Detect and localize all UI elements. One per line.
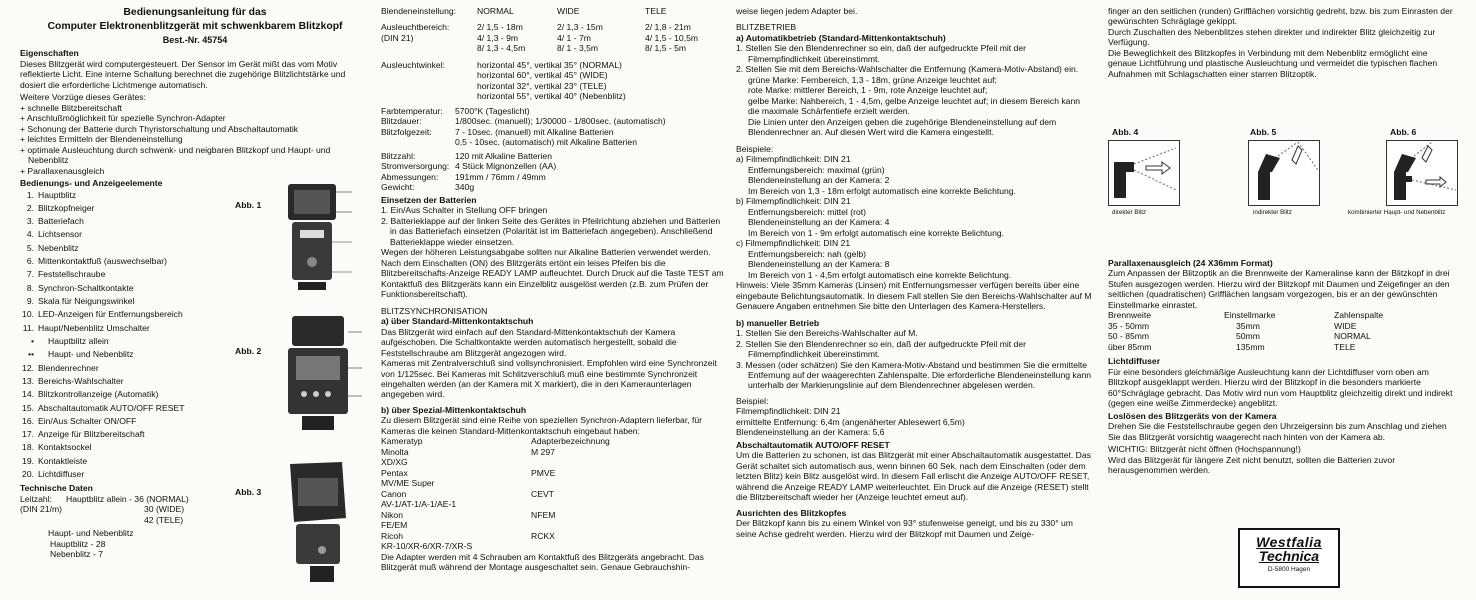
column-4	[1108, 6, 1458, 79]
intro-text: Die Beweglichkeit des Blitzkopfes in Verbindung mit dem Nebenblitz ermöglicht eine genaue Lichtführung und plastische Ausleuchtung und vermeidet die typischen flachen Aufnahmen mit Schlagschatten einer starren Blitzoptik.	[1108, 47, 1438, 79]
list-item: 10. LED-Anzeigen für Entfernungsbereich	[22, 309, 183, 320]
table-row: Nikon NFEM	[381, 509, 556, 520]
table-row: 35 - 50mm 35mm WIDE	[1108, 320, 1357, 331]
list-item: •• Haupt- und Nebenblitz	[27, 349, 134, 360]
batt-text: Wegen der höheren Leistungsabgabe sollten nur Alkaline Batterien verwendet werden.	[381, 247, 711, 258]
vorzuege-list	[20, 103, 370, 176]
diffuser-heading: Lichtdiffuser	[1108, 356, 1161, 367]
table-row: Minolta M 297	[381, 446, 555, 457]
sync-a-text: Das Blitzgerät wird einfach auf den Standard-Mittenkontaktschuh der Kamera aufgeschoben. Die Schaltkontakte werden automatisch hergestellt, sobald die Feststellschraube am Blitzgerät angezogen wird.	[381, 326, 677, 358]
abschalt-heading: Abschaltautomatik AUTO/OFF RESET	[736, 439, 890, 450]
batt-step: 1. Ein/Aus Schalter in Stellung OFF bringen	[381, 205, 548, 216]
hauptblitz-allein-value: Hauptblitz allein - 36 (NORMAL)	[66, 493, 189, 504]
abb5-label: Abb. 5	[1250, 127, 1277, 137]
logo-line1: Westfalia	[1256, 534, 1322, 550]
list-item: 1. Hauptblitz	[26, 189, 77, 200]
wichtig-detail: Wird das Blitzgerät für längere Zeit nicht benutzt, sollten die Batterien zuvor herausgenommen werden.	[1108, 454, 1396, 476]
list-item: 13. Bereichs-Wahlschalter	[22, 375, 124, 386]
beispiel-line: ermittelte Entfernung: 6,4m (angenäherter Ablesewert 6,5m)	[736, 416, 965, 427]
sync-b-heading: b) über Spezial-Mittenkontaktschuh	[381, 404, 527, 415]
vorzug-item: + optimale Ausleuchtung durch schwenk- und neigbaren Blitzkopf und Haupt- und Nebenblitz	[20, 144, 331, 166]
sync-heading: BLITZSYNCHRONISATION	[381, 305, 488, 316]
ausleucht-din: (DIN 21)	[381, 32, 414, 43]
beispiel-line: Blendeneinstellung an der Kamera: 5,6	[736, 427, 885, 438]
table-row: XD/XG	[381, 457, 408, 468]
vorzug-item: + Anschlußmöglichkeit für spezielle Synchron-Adapter	[20, 113, 226, 124]
direct-flash-diagram	[1108, 140, 1180, 206]
list-item: 15. Abschaltautomatik AUTO/OFF RESET	[22, 402, 185, 413]
hauptblitz-value: Hauptblitz - 28	[50, 538, 106, 549]
wichtig-text: WICHTIG: Blitzgerät nicht öffnen (Hochspannung!)	[1108, 444, 1301, 455]
abschalt-text: Um die Batterien zu schonen, ist das Blitzgerät mit einer Abschaltautomatik ausgestattet. Das Gerät schaltet sich automatisch aus, wenn binnen 60 Sek. nach dem Einschalten (oder dem letzten Blitz) kein Blitz ausgelöst wird. In diesem Fall erlischt die Anzeige AUTO/OFF RESET, während die Anzeige READY LAMP weiterleuchtet. Ein Druck auf die Anzeige (RESET) stellt die Blitzbereitschaft wieder her (Anzeige leuchtet erneut auf).	[736, 450, 1091, 503]
table-row: Canon CEVT	[381, 488, 554, 499]
winkel-label: Ausleuchtwinkel:	[381, 59, 446, 70]
spec-row: 0,5 - 10sec. (automatisch) mit Alkaline Batterien	[455, 137, 637, 148]
list-item: 6. Mittenkontaktfuß (auswechselbar)	[26, 256, 167, 267]
manuell-step: 1. Stellen Sie den Bereichs-Wahlschalter auf M.	[736, 328, 918, 339]
range-tele: 4/ 1,5 - 10,5m	[645, 32, 699, 43]
list-item: 4. Lichtsensor	[26, 229, 82, 240]
logo-address: D-5800 Hagen	[1267, 566, 1311, 573]
eigenschaften-heading: Eigenschaften	[20, 48, 79, 59]
spec-row: Farbtemperatur: 5700°K (Tageslicht)	[381, 105, 530, 116]
betrieb-line: rote Marke: mittlerer Bereich, 1 - 9m, rote Anzeige leuchtet auf;	[748, 85, 988, 96]
indirect-flash-diagram	[1248, 140, 1320, 206]
column-4-lower	[1108, 256, 1458, 476]
tech-heading: Technische Daten	[20, 483, 93, 494]
batt-step: 2. Batterieklappe auf der linken Seite des Gerätes in Pfeilrichtung abziehen und Batterien in das Batteriefach einsetzen (Polarität ist im Batteriefach angegeben). Anschließend Batterieklappe wieder einsetzen.	[381, 215, 721, 247]
table-row: MV/ME Super	[381, 478, 435, 489]
tele-head: TELE	[645, 6, 667, 16]
abb1-label: Abb. 1	[235, 200, 262, 210]
caption-kombinierter-blitz: kombinierter Haupt- und Nebenblitz	[1348, 209, 1446, 216]
betrieb-line: gelbe Marke: Nahbereich, 1 - 4,5m, gelbe Anzeige leuchtet auf; in diesem Bereich kann die maximale Schärfentiefe erzielt werden.	[748, 95, 1081, 117]
doc-title-line2: Computer Elektronenblitzgerät mit schwenkbarem Blitzkopf	[47, 21, 343, 33]
winkel-value: horizontal 32°, vertikal 23° (TELE)	[477, 80, 607, 91]
table-row: FE/EM	[381, 520, 408, 531]
nebenblitz-value: Nebenblitz - 7	[50, 549, 104, 560]
betrieb-a-heading: a) Automatikbetrieb (Standard-Mittenkontaktschuh)	[736, 32, 946, 43]
table-row: Brennweite Einstellmarke Zahlenspalte	[1108, 310, 1384, 321]
beispiel-heading: Beispiel:	[736, 395, 769, 406]
spec-row: Blitzfolgezeit: 7 - 10sec. (manuell) mit Alkaline Batterien	[381, 126, 614, 137]
spec-row: Stromversorgung: 4 Stück Mignonzellen (AA)	[381, 161, 557, 172]
elements-list	[20, 189, 230, 482]
list-item: 2. Blitzkopfneiger	[26, 202, 95, 213]
westfalia-technica-logo	[1238, 528, 1340, 588]
din-label: (DIN 21/m)	[20, 504, 63, 515]
range-tele: 2/ 1,8 - 21m	[645, 22, 691, 33]
parallax-text: Zum Anpassen der Blitzoptik an die Brennweite der Kameralinse kann der Blitzkopf in drei Stufen ausgezogen werden. Hierzu wird der Blitzkopf mit Daumen und Zeigefinger an den seitlichen (quadratischen) Grifflächen langsam vorgezogen, bis er an der gewünschten Einstellmarke einrastet.	[1108, 268, 1450, 310]
elements-heading: Bedienungs- und Anzeigeelemente	[20, 178, 163, 189]
list-item: 18. Kontaktsockel	[22, 442, 92, 453]
list-item: 12. Blendenrechner	[22, 362, 99, 373]
table-row: AV-1/AT-1/A-1/AE-1	[381, 499, 457, 510]
wide-value: 30 (WIDE)	[144, 504, 185, 515]
hinweis-text: Hinweis: Viele 35mm Kameras (Linsen) mit Entfernungsmesser verfügen bereits über eine eingebaute Belichtungsautomatik. In diesem Fall stellen Sie den Bereichs-Wahlschalter auf M Genauere Angaben entnehmen Sie bitte den Unterlagen des Kamera-Herstellers.	[736, 280, 1092, 312]
abb3-label: Abb. 3	[235, 487, 262, 497]
list-item: 16. Ein/Aus Schalter ON/OFF	[22, 415, 137, 426]
list-item: 17. Anzeige für Blitzbereitschaft	[22, 429, 145, 440]
spec-row: Blitzzahl: 120 mit Alkaline Batterien	[381, 150, 552, 161]
flash-side-image	[280, 458, 360, 588]
winkel-value: horizontal 60°, vertikal 45° (WIDE)	[477, 70, 608, 81]
sync-b-text: Zu diesem Blitzgerät sind eine Reihe von speziellen Synchron-Adaptern lieferbar, für Kameras die keinen Standard-Mittenkontaktschuh eingebaut haben:	[381, 415, 703, 436]
combined-flash-diagram	[1386, 140, 1458, 206]
list-item: 11. Haupt/Nebenblitz Umschalter	[22, 322, 150, 333]
beispiel-line: Filmempfindlichkeit: DIN 21	[736, 406, 841, 417]
tele-value: 42 (TELE)	[144, 514, 184, 525]
intro-text: Durch Zuschalten des Nebenblitzes stehen direkter und indirekter Blitz gleichzeitig zur Verfügung.	[1108, 26, 1436, 48]
table-row: Ricoh RCKX	[381, 530, 555, 541]
cont-text: weise liegen jedem Adapter bei.	[736, 6, 858, 16]
sync-a-heading: a) über Standard-Mittenkontaktschuh	[381, 316, 534, 327]
adapter-text: Die Adapter werden mit 4 Schrauben am Kontaktfuß des Blitzgeräts angebracht. Das Blitzgerät muß während der Montage ausgeschaltet sein. Genaue Gebrauchshin-	[381, 551, 704, 573]
batt-text: Nach dem Einschalten (ON) des Blitzgeräts ertönt ein leises Pfeifen bis die Blitzbereitschafts-Anzeige READY LAMP aufleuchtet. Durch Druck auf die Taste TEST am Kontaktfuß des Blitzgeräts kann ein Einzelblitz ausgelöst werden (z.B. zum Prüfen der Funktionsbereitschaft).	[381, 257, 724, 300]
normal-head: NORMAL	[477, 6, 514, 16]
range-normal: 2/ 1,5 - 18m	[477, 22, 523, 33]
ausrichten-text: Der Blitzkopf kann bis zu einem Winkel von 93° stufenweise geneigt, und bis zu 330° um seine Achse gedreht werden. Hierzu wird der Blitzkopf mit Daumen und Zeige-	[736, 518, 1073, 539]
range-tele: 8/ 1,5 - 5m	[645, 43, 687, 54]
brennweite-table	[1108, 310, 1383, 352]
flash-back-image	[280, 312, 366, 436]
abb2-label: Abb. 2	[235, 346, 262, 356]
specs-list	[381, 106, 726, 193]
vorzug-item: + Parallaxenausgleich	[20, 165, 105, 176]
table-row: Pentax PMVE	[381, 467, 556, 478]
table-row: KR-10/XR-6/XR-7/XR-S	[381, 541, 473, 552]
list-item: 9. Skala für Neigungswinkel	[26, 296, 135, 307]
logo-line2: Technica	[1258, 548, 1320, 564]
caption-indirekter-blitz: indirekter Blitz	[1253, 209, 1292, 216]
betrieb-step: 1. Stellen Sie den Blendenrechner so ein, daß der aufgedruckte Pfeil mit der Filmempfindlichkeit übereinstimmt.	[736, 43, 1026, 64]
winkel-row	[381, 60, 726, 102]
list-item: 3. Batteriefach	[26, 216, 84, 227]
column-3	[736, 6, 1093, 539]
winkel-value: horizontal 45°, vertikal 35° (NORMAL)	[477, 59, 622, 70]
intro-text: finger an den seitlichen (runden) Grifflächen vorsichtig gedreht, bzw. bis zum Einrasten der gewünschten Schräglage gekippt.	[1108, 6, 1453, 27]
caption-direkter-blitz: direkter Blitz	[1112, 209, 1147, 216]
list-item: 7. Feststellschraube	[26, 269, 106, 280]
batt-heading: Einsetzen der Batterien	[381, 194, 477, 205]
beispiel-block: c) Filmempfindlichkeit: DIN 21 Entfernungsbereich: nah (gelb) Blendeneinstellung an der Kamera: 8 Im Bereich von 1 - 4,5m erfolgt automatisch eine korrekte Belichtung.	[736, 238, 1012, 280]
betrieb-line: Die Linien unter den Anzeigen geben die zugehörige Blendeneinstellung auf dem Blendenrechner an. Auf diesen Wert wird die Kamera eingestellt.	[748, 116, 1057, 138]
vorzug-item: + leichtes Ermitteln der Blendeneinstellung	[20, 134, 183, 145]
flash-front-image	[280, 182, 360, 294]
table-row: 50 - 85mm 50mm NORMAL	[1108, 331, 1371, 342]
betrieb-line: grüne Marke: Fernbereich, 1,3 - 18m, grüne Anzeige leuchtet auf;	[748, 74, 997, 85]
leitzahl-label: Leitzahl:	[20, 493, 53, 504]
spec-row: Blitzdauer: 1/800sec. (manuell); 1/30000 - 1/800sec. (automatisch)	[381, 116, 666, 127]
list-item: 20. Lichtdiffuser	[22, 469, 85, 480]
manuell-step: 3. Messen (oder schätzen) Sie den Kamera-Motiv-Abstand und bestimmen Sie die ermittelte Entfernung auf der waagerechten Zahlenspalte. Die erforderliche Blendeneinstellung kann unterhalb der Markierungslinie auf dem Blendenrechner abgelesen werden.	[736, 359, 1092, 391]
doc-title-line1: Bedienungsanleitung für das	[123, 7, 267, 18]
sync-a-text: Kameras mit Zentralverschluß sind vollsynchronisiert. Empfohlen wird eine Synchronzeit von 1/125sec. Bei Kameras mit Schlitzverschluß muß eine bestimmte Synchronzeit eingehalten werden (an der Kamera mit X markiert), die in den Kameraunterlagen angegeben wird.	[381, 358, 717, 400]
list-item: • Hauptblitz allein	[30, 335, 109, 346]
winkel-value: horizontal 55°, vertikal 40° (Nebenblitz)	[477, 91, 626, 102]
column-2	[381, 6, 726, 573]
loesen-heading: Loslösen des Blitzgeräts von der Kamera	[1108, 410, 1277, 421]
range-wide: 4/ 1 - 7m	[557, 32, 591, 43]
eigenschaften-text: Dieses Blitzgerät wird computergesteuert. Der Sensor im Gerät mißt das vom Motiv reflektierte Licht. Eine interne Schaltung berechnet die zugehörige Blitzlichtstärke und dosiert die erforderliche Lichtmenge automatisch.	[20, 58, 346, 90]
abb6-label: Abb. 6	[1390, 127, 1417, 137]
vorzuege-heading: Weitere Vorzüge dieses Gerätes:	[20, 92, 146, 103]
list-item: 14. Blitzkontrollanzeige (Automatik)	[22, 389, 159, 400]
vorzug-item: + Schonung der Batterie durch Thyristorschaltung und Abschaltautomatik	[20, 123, 299, 134]
beispiel-block: b) Filmempfindlichkeit: DIN 21 Entfernungsbereich: mittel (rot) Blendeneinstellung an der Kamera: 4 Im Bereich von 1 - 9m erfolgt automatisch eine korrekte Belichtung.	[736, 196, 1005, 238]
manuell-step: 2. Stellen Sie den Blendenrechner so ein, daß der aufgedruckte Pfeil mit der Filmempfindlichkeit übereinstimmt.	[736, 338, 1026, 360]
parallax-heading: Parallaxenausgleich (24 X36mm Format)	[1108, 258, 1273, 268]
list-item: 5. Nebenblitz	[26, 242, 79, 253]
manuell-heading: b) manueller Betrieb	[736, 317, 820, 328]
range-wide: 2/ 1,3 - 15m	[557, 22, 603, 33]
diffuser-text: Für eine besonders gleichmäßige Ausleuchtung kann der Lichtdiffuser vorn oben am Blitzkopf ausgeklappt werden. Hierzu wird der Blitzkopf in die besonders markierte 60°Schräglage gebracht. Das Motiv wird nun vom Hauptblitz gleichzeitig direkt und indirekt (gegen eine weiße Zimmerdecke) angeblitzt.	[1108, 366, 1453, 409]
adapter-table	[381, 436, 610, 551]
beispiel-block: a) Filmempfindlichkeit: DIN 21 Entfernungsbereich: maximal (grün) Blendeneinstellung an der Kamera: 2 Im Bereich von 1,3 - 18m erfolgt automatisch eine korrekte Belichtung.	[736, 154, 1016, 196]
spec-row: Gewicht: 340g	[381, 182, 475, 193]
loesen-text: Drehen Sie die Feststellschraube gegen den Uhrzeigersinn bis zum Anschlag und ziehen Sie das Blitzgerät vorsichtig waagerecht nach hinten von der Kamera ab.	[1108, 421, 1447, 442]
abb4-label: Abb. 4	[1112, 127, 1139, 137]
spec-row: Abmessungen: 191mm / 76mm / 49mm	[381, 171, 546, 182]
ausleucht-label: Ausleuchtbereich:	[381, 22, 450, 33]
wide-head: WIDE	[557, 6, 580, 16]
vorzug-item: + schnelle Blitzbereitschaft	[20, 102, 122, 113]
list-item: 19. Kontaktleiste	[22, 455, 88, 466]
range-normal: 8/ 1,3 - 4,5m	[477, 43, 526, 54]
list-item: 8. Synchron-Schaltkontakte	[26, 282, 134, 293]
beispiele-heading: Beispiele:	[736, 143, 774, 154]
table-row: über 85mm 135mm TELE	[1108, 341, 1356, 352]
betrieb-step: 2. Stellen Sie mit dem Bereichs-Wahlschalter die Entfernung (Kamera-Motiv-Abstand) ein.	[736, 64, 1079, 75]
haupt-neben-label: Haupt- und Nebenblitz	[48, 528, 134, 539]
blende-table	[381, 6, 698, 60]
ausrichten-heading: Ausrichten des Blitzkopfes	[736, 507, 847, 518]
range-normal: 4/ 1,3 - 9m	[477, 32, 519, 43]
table-row: Kameratyp Adapterbezeichnung	[381, 436, 610, 447]
blende-label: Blendeneinstellung:	[381, 6, 457, 16]
order-number: Best.-Nr. 45754	[162, 35, 228, 46]
range-wide: 8/ 1 - 3,5m	[557, 43, 599, 54]
betrieb-heading: BLITZBETRIEB	[736, 22, 797, 33]
